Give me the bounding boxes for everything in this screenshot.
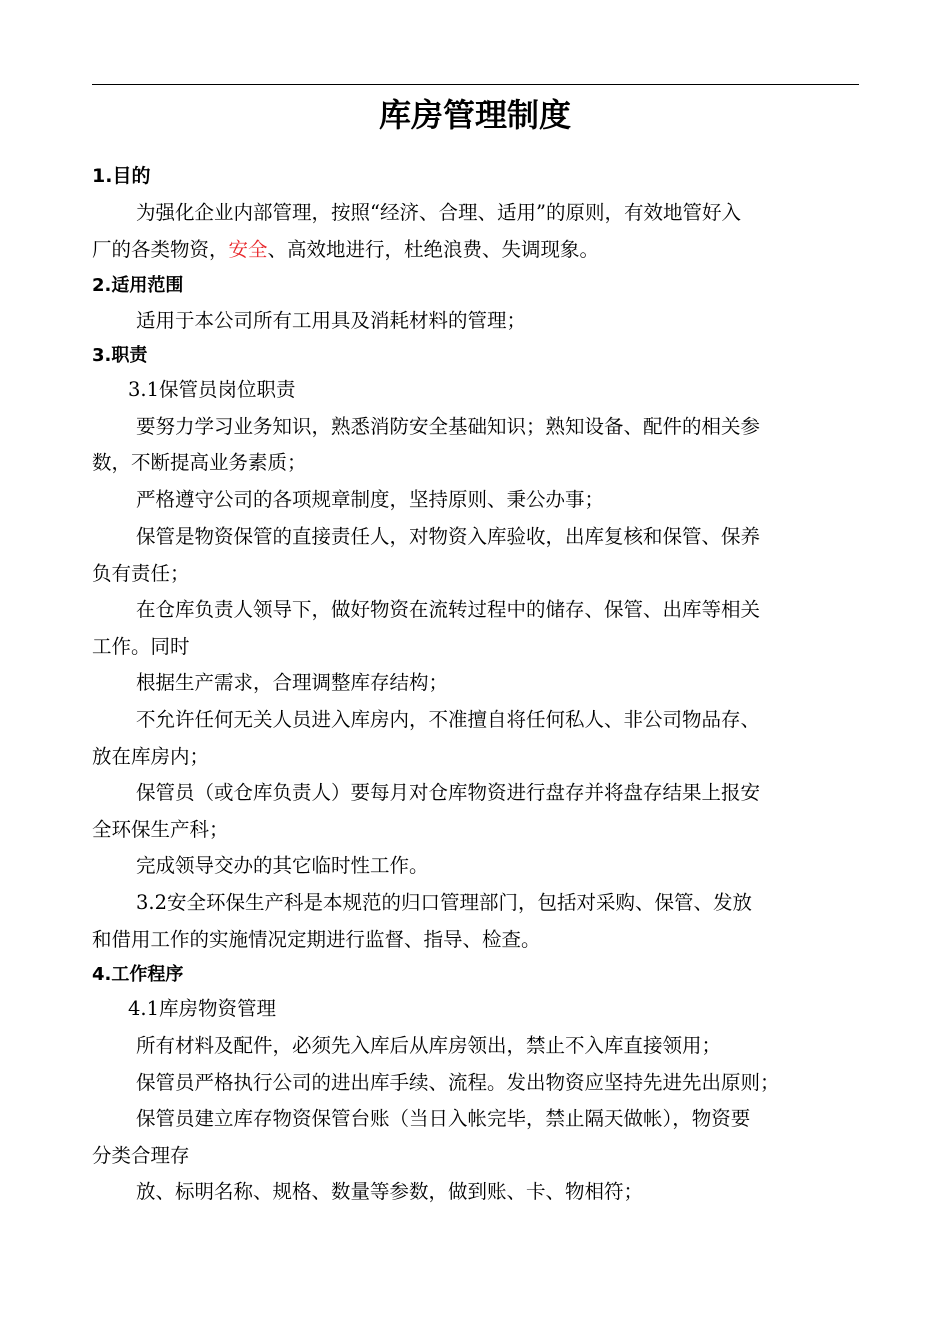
paragraph-line: 放在库房内； xyxy=(92,745,210,768)
paragraph-line: 完成领导交办的其它临时性工作。 xyxy=(136,854,429,877)
paragraph-line: 放、标明名称、规格、数量等参数，做到账、卡、物相符； xyxy=(136,1180,644,1203)
highlighted-text: 安全 xyxy=(228,238,268,261)
paragraph-line: 全环保生产科； xyxy=(92,818,229,841)
paragraph-line: 保管员（或仓库负责人）要每月对仓库物资进行盘存并将盘存结果上报安 xyxy=(136,781,761,804)
paragraph-line: 要努力学习业务知识，熟悉消防安全基础知识；熟知设备、配件的相关参 xyxy=(136,415,761,438)
paragraph-line: 3.2安全环保生产科是本规范的归口管理部门，包括对采购、保管、发放 xyxy=(136,891,753,914)
section-heading-procedure: 4.工作程序 xyxy=(92,964,184,985)
paragraph-line: 所有材料及配件，必须先入库后从库房领出，禁止不入库直接领用； xyxy=(136,1034,722,1057)
header-rule xyxy=(92,84,859,85)
text-span: 、高效地进行，杜绝浪费、失调现象。 xyxy=(267,238,600,261)
subsection-heading: 4.1库房物资管理 xyxy=(128,997,277,1020)
paragraph-line: 不允许任何无关人员进入库房内，不准擅自将任何私人、非公司物品存、 xyxy=(136,708,761,731)
section-heading-purpose: 1.目的 xyxy=(92,165,151,187)
paragraph-line: 严格遵守公司的各项规章制度，坚持原则、秉公办事； xyxy=(136,488,605,511)
paragraph-line xyxy=(92,231,862,268)
subsection-heading: 3.1保管员岗位职责 xyxy=(128,378,296,401)
page-title: 库房管理制度 xyxy=(378,96,571,134)
paragraph-line: 在仓库负责人领导下，做好物资在流转过程中的储存、保管、出库等相关 xyxy=(136,598,761,621)
paragraph-line: 工作。同时 xyxy=(92,635,190,658)
paragraph-line: 适用于本公司所有工用具及消耗材料的管理； xyxy=(136,309,527,332)
paragraph-line: 分类合理存 xyxy=(92,1144,190,1167)
text-span: 厂的各类物资， xyxy=(92,238,229,261)
section-heading-scope: 2.适用范围 xyxy=(92,275,184,296)
paragraph-line: 数，不断提高业务素质； xyxy=(92,451,307,474)
paragraph-line: 根据生产需求，合理调整库存结构； xyxy=(136,671,449,694)
paragraph-line: 为强化企业内部管理，按照“经济、合理、适用”的原则，有效地管好入 xyxy=(136,201,741,224)
paragraph-line: 保管员建立库存物资保管台账（当日入帐完毕，禁止隔天做帐），物资要 xyxy=(136,1107,751,1130)
paragraph-line: 保管员严格执行公司的进出库手续、流程。发出物资应坚持先进先出原则； xyxy=(136,1071,780,1094)
section-heading-duties: 3.职责 xyxy=(92,345,148,366)
paragraph-line: 负有责任； xyxy=(92,562,190,585)
paragraph-line: 和借用工作的实施情况定期进行监督、指导、检查。 xyxy=(92,928,541,951)
paragraph-line: 保管是物资保管的直接责任人，对物资入库验收，出库复核和保管、保养 xyxy=(136,525,761,548)
